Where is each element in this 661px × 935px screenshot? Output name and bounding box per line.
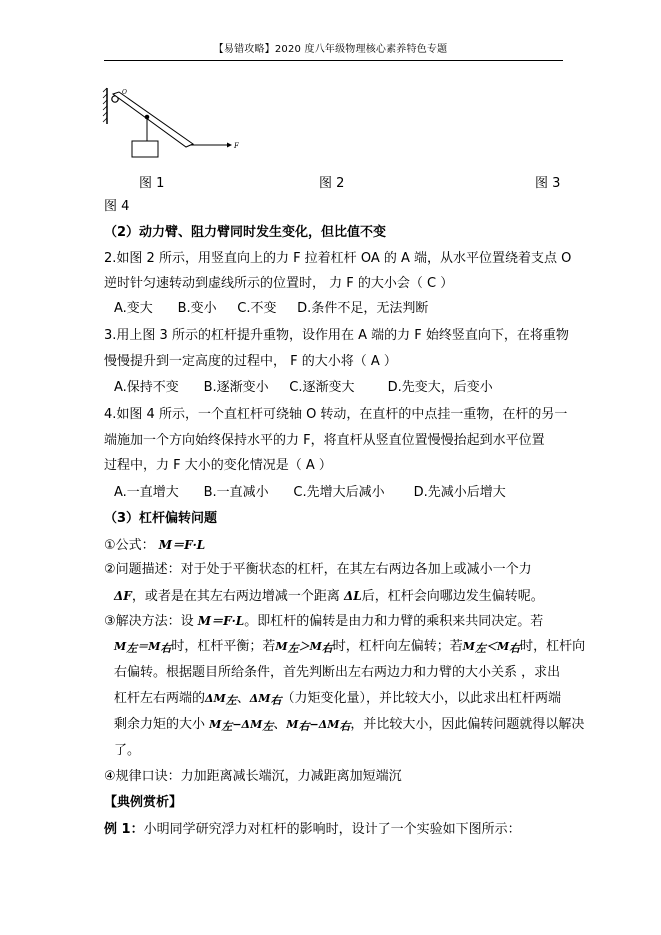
solution-line-2: $M_左=M_右$时，杠杆平衡；若$M_左>M_右$时，杠杆向左偏转；若$M_左<M_右$时，杠杆向 (114, 639, 586, 655)
formula-label: ①公式： (104, 538, 155, 553)
fig-label-3: 图 3 (535, 176, 561, 191)
fig-label-2: 图 2 (319, 176, 345, 191)
q3-options: A.保持不变 B.逐渐变小 C.逐渐变大 D.先变大，后变小 (114, 380, 493, 395)
force-label: F (234, 142, 239, 150)
example-1-line (104, 821, 521, 839)
solution-line-3: 右偏转。根据题目所给条件，首先判断出左右两边力和力臂的大小关系 ，求出 (114, 665, 561, 680)
page-header: 【易错攻略】2020 度八年级物理核心素养特色专题 (213, 44, 448, 55)
q2-options: A.变大 B.变小 C.不变 D.条件不足，无法判断 (114, 301, 429, 316)
q4-line-1: 4.如图 4 所示，一个直杠杆可绕轴 O 转动，在直杆的中点挂一重物，在杆的另一 (104, 407, 568, 422)
fig-label-4: 图 4 (104, 199, 130, 214)
solution-line-4: 杠杆左右两端的$\Delta M_左$、$\Delta M_右$（力矩变化量），并比较大小，以此求出杠杆两端 (114, 691, 561, 707)
q4-line-3: 过程中，力 F 大小的变化情况是（ A ） (104, 458, 332, 473)
example-1-text: 小明同学研究浮力对杠杆的影响时，设计了一个实验如下图所示： (143, 822, 521, 837)
solution-line-6: 了。 (114, 743, 141, 758)
example-1-label: 例 1： (104, 822, 144, 837)
q4-options: A.一直增大 B.一直减小 C.先增大后减小 D.先减小后增大 (114, 485, 506, 500)
lever-figure (95, 84, 255, 162)
delta-f: ΔF (114, 589, 132, 603)
problem-line-1: ②问题描述：对于处于平衡状态的杠杆，在其左右两边各加上或减小一个力 (104, 562, 532, 577)
weight-block (132, 141, 158, 157)
q2-line-1: 2.如图 2 所示，用竖直向上的力 F 拉着杠杆 OA 的 A 端，从水平位置绕着支点 O (104, 251, 572, 266)
header-rule (104, 60, 563, 61)
formula-line (104, 536, 205, 555)
problem-line-2: ΔF，或者是在其左右两边增减一个距离 ΔL后，杠杆会向哪边发生偏转呢。 (114, 589, 544, 604)
fig-label-1: 图 1 (139, 176, 165, 191)
solution-line-1: ③解决方法：设 M＝F·L。即杠杆的偏转是由力和力臂的乘积来共同决定。若 (104, 614, 544, 629)
q3-line-2: 慢慢提升到一定高度的过程中， F 的大小将（ A ） (104, 354, 397, 369)
section-2-title: （2）动力臂、阻力臂同时发生变化，但比值不变 (104, 225, 387, 240)
formula-expr: M＝F·L (158, 538, 206, 552)
pivot-label: O (122, 89, 127, 96)
solution-formula: M＝F·L (197, 614, 245, 628)
q2-line-2: 逆时针匀速转动到虚线所示的位置时， 力 F 的大小会（ C ） (104, 276, 454, 291)
section-3-title: （3）杠杆偏转问题 (104, 511, 218, 526)
rule-text: ④规律口诀：力加距离减长端沉，力减距离加短端沉 (104, 769, 402, 784)
lever-bar (113, 92, 193, 147)
q3-line-1: 3.用上图 3 所示的杠杆提升重物，设作用在 A 端的力 F 始终竖直向下，在将重物 (104, 328, 569, 343)
q4-line-2: 端施加一个方向始终保持水平的力 F，将直杆从竖直位置慢慢抬起到水平位置 (104, 433, 545, 448)
arrow-head (227, 143, 232, 148)
delta-l: ΔL (343, 589, 362, 603)
solution-line-5: 剩余力矩的大小 $M_左-\Delta M_左$、$M_右-\Delta M_右$，并比较大小，因此偏转问题就得以解决 (114, 717, 585, 733)
example-header: 【典例赏析】 (104, 795, 183, 810)
